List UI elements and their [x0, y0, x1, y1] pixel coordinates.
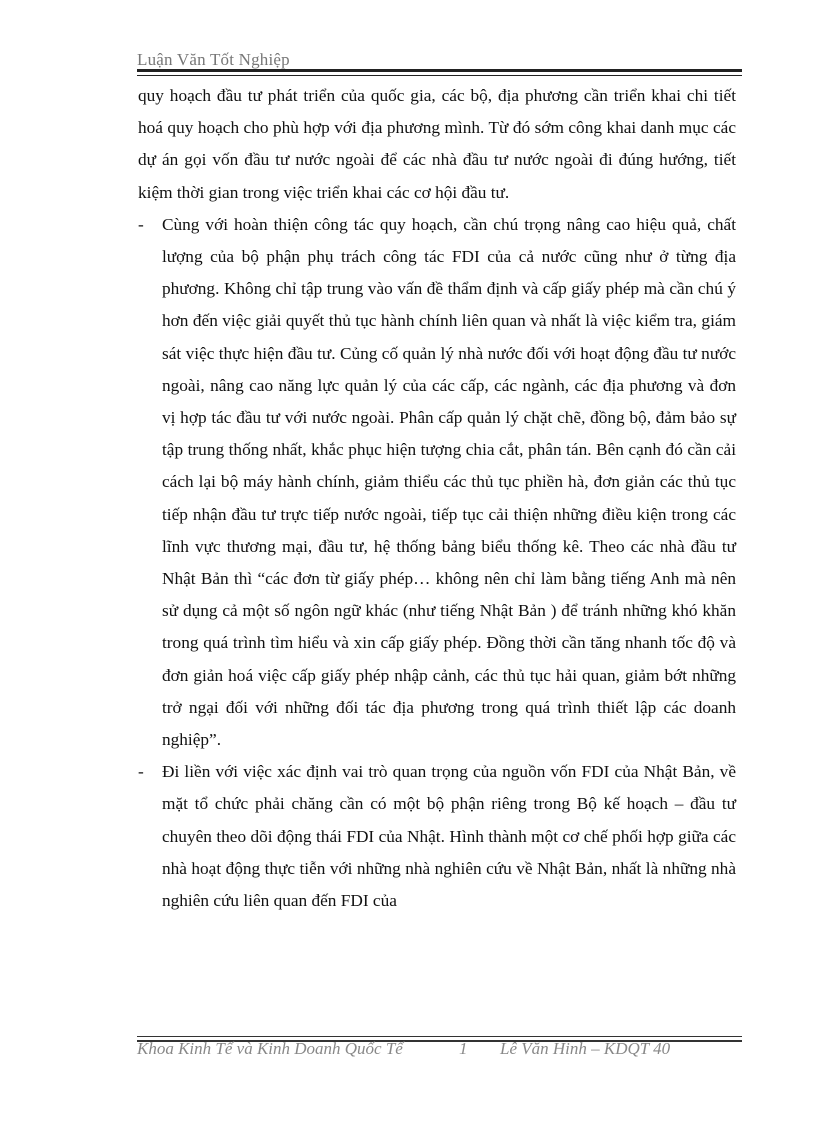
running-header: Luận Văn Tốt Nghiệp: [137, 50, 290, 69]
footer-author: Lê Văn Hinh – KDQT 40: [500, 1039, 671, 1058]
bullet-dash: -: [138, 762, 144, 782]
bullet-1-text-rest: Không chỉ tập trung vào vấn đề thẩm định và cấp giấy phép mà cần chú ý hơn đến việc giải quyết thủ tục hành chính liên quan và nhất là việc kiểm tra, giám sát việc thực hiện đầu tư. Củng cố quản lý nhà nước đối với hoạt động đầu tư nước ngoài, nâng cao năng lực quản lý của các cấp, các ngành, các địa phương và đơn vị hợp tác đầu tư với nước ngoài. Phân cấp quản lý chặt chẽ, đồng bộ, đảm bảo sự tập trung thống nhất, khắc phục hiện tượng chia cắt, phân tán. Bên cạnh đó cần cải cách lại bộ máy hành chính, giảm thiểu các thủ tục phiền hà, đơn giản các thủ tục tiếp nhận đầu tư trực tiếp nước ngoài, tiếp tục cải thiện những điều kiện trong các lĩnh vực thương mại, đầu tư, hệ thống bảng biểu thống kê. Theo các nhà đầu tư Nhật Bản thì “các đơn từ giấy phép… không nên chỉ làm bằng tiếng Anh mà nên sử dụng cả một số ngôn ngữ khác (như tiếng Nhật Bản ) để tránh những khó khăn trong quá trình tìm hiểu và xin cấp giấy phép. Đồng thời cần tăng nhanh tốc độ và đơn giản hoá việc cấp giấy phép nhập cảnh, các thủ tục hải quan, giảm bớt những trở ngại đối với những đối tác địa phương trong quá trình thiết lập các doanh nghiệp”.: [162, 279, 737, 750]
header-rule-thick: [137, 69, 742, 72]
bullet-1-text-lead: Cùng với hoàn thiện công tác quy hoạch, cần chú trọng nâng cao hiệu quả, chất lượng của bộ phận phụ trách công tác FDI của cả nước cũng như ở từng địa phương.: [162, 214, 736, 299]
page-body: [138, 80, 736, 917]
bullet-item-2: [138, 756, 736, 917]
header-rule-thin: [137, 75, 742, 76]
bullet-2-text: Đi liền với việc xác định vai trò quan trọng của nguồn vốn FDI của Nhật Bản, về mặt tổ chức phải chăng cần có một bộ phận riêng trong Bộ kế hoạch – đầu tư chuyên theo dõi động thái FDI của Nhật. Hình thành một cơ chế phối hợp giữa các nhà hoạt động thực tiễn với những nhà nghiên cứu về Nhật Bản, nhất là những nhà nghiên cứu liên quan đến FDI của: [162, 762, 736, 911]
bullet-item-1: [138, 209, 736, 756]
bullet-dash: -: [138, 214, 144, 234]
footer-page-number: 1: [459, 1039, 468, 1058]
paragraph-1: quy hoạch đầu tư phát triển của quốc gia, các bộ, địa phương cần triển khai chi tiết hoá quy hoạch cho phù hợp với địa phương mình. Từ đó sớm công khai danh mục các dự án gọi vốn đầu tư nước ngoài để các nhà đầu tư nước ngoài đi đúng hướng, tiết kiệm thời gian trong việc triển khai các cơ hội đầu tư.: [138, 86, 736, 202]
footer-faculty: Khoa Kinh Tế và Kinh Doanh Quốc Tế: [137, 1039, 403, 1058]
footer-rule-thin: [137, 1036, 742, 1037]
